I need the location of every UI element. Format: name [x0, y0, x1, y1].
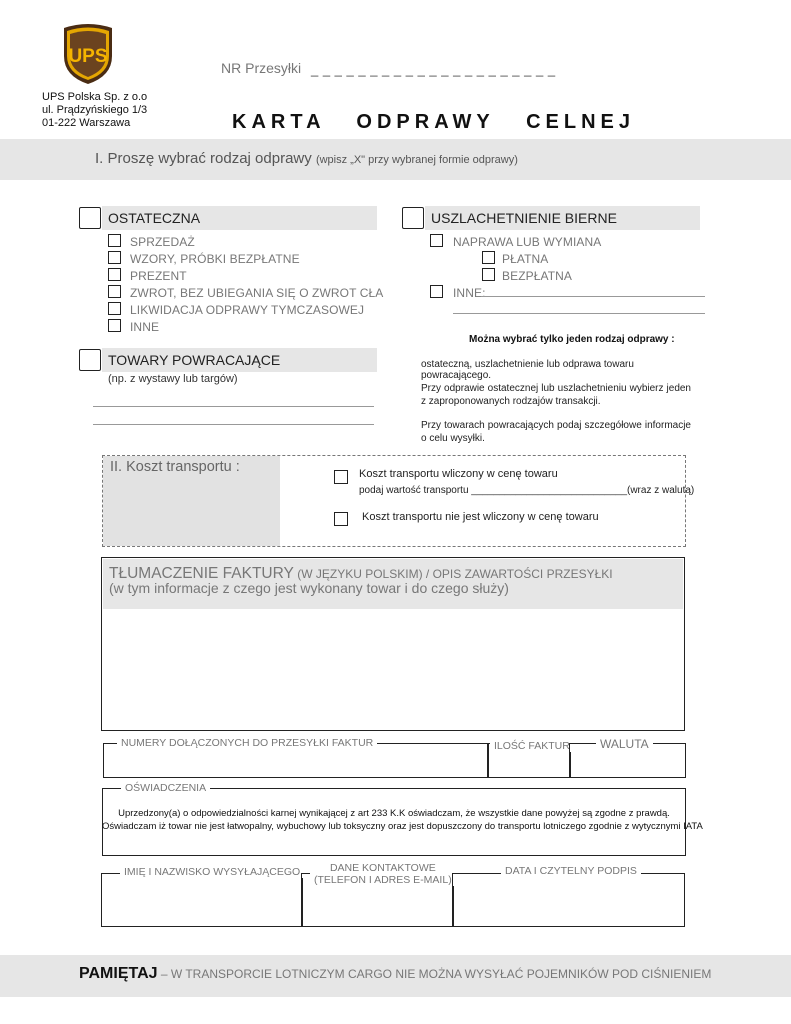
- transport-included-label: Koszt transportu wliczony w cenę towaru: [359, 468, 558, 480]
- page-title: KARTA ODPRAWY CELNEJ: [232, 111, 635, 133]
- transport-excluded-checkbox[interactable]: [334, 512, 348, 526]
- currency-label: WALUTA: [596, 737, 653, 751]
- declaration-line-2: Oświadczam iż towar nie jest łatwopalny, wybuchowy lub toksyczny oraz jest dopuszczony do transportu lotniczego zgodnie z wytycznymi IATA: [102, 821, 703, 832]
- invoice-numbers-label: NUMERY DOŁĄCZONYCH DO PRZESYŁKI FAKTUR: [117, 737, 377, 749]
- free-label: BEZPŁATNA: [502, 269, 573, 283]
- transport-excluded-label: Koszt transportu nie jest wliczony w cenę towaru: [362, 511, 599, 523]
- transport-heading: II. Koszt transportu :: [110, 459, 240, 475]
- tracking-label: NR Przesyłki: [221, 60, 302, 76]
- contact-label: DANE KONTAKTOWE (TELEFON I ADRES E-MAIL): [310, 862, 456, 886]
- option-label: ZWROT, BEZ UBIEGANIA SIĘ O ZWROT CŁA: [130, 286, 384, 300]
- final-checkbox[interactable]: [79, 207, 101, 229]
- returning-checkbox[interactable]: [79, 349, 101, 371]
- option-label: SPRZEDAŻ: [130, 235, 195, 249]
- sender-name-label: IMIĘ I NAZWISKO WYSYŁAJĄCEGO: [120, 866, 304, 878]
- passive-other-checkbox[interactable]: [430, 285, 443, 298]
- logo-text: UPS: [68, 46, 108, 67]
- info-paragraph-2: Przy odprawie ostatecznej lub uszlachetnieniu wybierz jeden z zaproponowanych rodzajów transakcji.: [421, 383, 691, 407]
- paid-label: PŁATNA: [502, 252, 549, 266]
- option-label: INNE: [130, 320, 160, 334]
- option-checkbox-sale[interactable]: [108, 234, 121, 247]
- option-checkbox-other[interactable]: [108, 319, 121, 332]
- transport-included-checkbox[interactable]: [334, 470, 348, 484]
- passive-label: USZLACHETNIENIE BIERNE: [431, 210, 617, 226]
- date-signature-label: DATA I CZYTELNY PODPIS: [501, 865, 641, 877]
- option-checkbox-liquidation[interactable]: [108, 302, 121, 315]
- invoice-subtitle: (w tym informacje z czego jest wykonany towar i do czego służy): [109, 580, 509, 596]
- returning-details-line-2[interactable]: [93, 424, 374, 425]
- option-label: WZORY, PRÓBKI BEZPŁATNE: [130, 252, 300, 266]
- invoice-title: TŁUMACZENIE FAKTURY (W JĘZYKU POLSKIM) / OPIS ZAWARTOŚCI PRZESYŁKI: [109, 565, 613, 582]
- info-paragraph-1: ostateczną, uszlachetnienie lub odprawa towaru powracającego.: [421, 359, 634, 381]
- info-title: Można wybrać tylko jeden rodzaj odprawy :: [469, 334, 675, 345]
- declarations-label: OŚWIADCZENIA: [121, 782, 210, 794]
- info-paragraph-3: Przy towarach powracających podaj szczegółowe informacje o celu wysyłki.: [421, 420, 691, 444]
- sender-name-field[interactable]: [101, 873, 303, 927]
- option-checkbox-gift[interactable]: [108, 268, 121, 281]
- returning-note: (np. z wystawy lub targów): [108, 373, 238, 385]
- repair-checkbox[interactable]: [430, 234, 443, 247]
- returning-label: TOWARY POWRACAJĄCE: [108, 352, 281, 368]
- section1-heading: I. Proszę wybrać rodzaj odprawy (wpisz „X" przy wybranej formie odprawy): [95, 150, 518, 167]
- passive-other-line-2[interactable]: [453, 313, 705, 314]
- date-signature-field[interactable]: [452, 873, 685, 927]
- passive-other-line-1[interactable]: [481, 296, 705, 297]
- company-address: UPS Polska Sp. z o.o ul. Prądzyńskiego 1/3 01-222 Warszawa: [42, 91, 148, 129]
- declaration-line-1: Uprzedzony(a) o odpowiedzialności karnej wynikającej z art 233 K.K oświadczam, że wszystkie dane powyżej są zgodne z prawdą.: [118, 808, 670, 819]
- tracking-number-field[interactable]: _ _ _ _ _ _ _ _ _ _ _ _ _ _ _ _ _ _ _ _ _: [311, 62, 556, 77]
- footer-warning: PAMIĘTAJ – W TRANSPORCIE LOTNICZYM CARGO NIE MOŻNA WYSYŁAĆ POJEMNIKÓW POD CIŚNIENIEM: [79, 965, 712, 982]
- option-checkbox-return[interactable]: [108, 285, 121, 298]
- passive-checkbox[interactable]: [402, 207, 424, 229]
- transport-value-field[interactable]: podaj wartość transportu ____________________________(wraz z walutą): [359, 485, 695, 496]
- final-label: OSTATECZNA: [108, 210, 201, 226]
- option-checkbox-samples[interactable]: [108, 251, 121, 264]
- ups-logo: [60, 22, 116, 86]
- invoice-count-label: ILOŚĆ FAKTUR: [490, 740, 574, 752]
- free-checkbox[interactable]: [482, 268, 495, 281]
- option-label: LIKWIDACJA ODPRAWY TYMCZASOWEJ: [130, 303, 365, 317]
- returning-details-line-1[interactable]: [93, 406, 374, 407]
- option-label: PREZENT: [130, 269, 187, 283]
- paid-checkbox[interactable]: [482, 251, 495, 264]
- repair-label: NAPRAWA LUB WYMIANA: [453, 235, 602, 249]
- passive-other-label: INNE:: [453, 286, 486, 300]
